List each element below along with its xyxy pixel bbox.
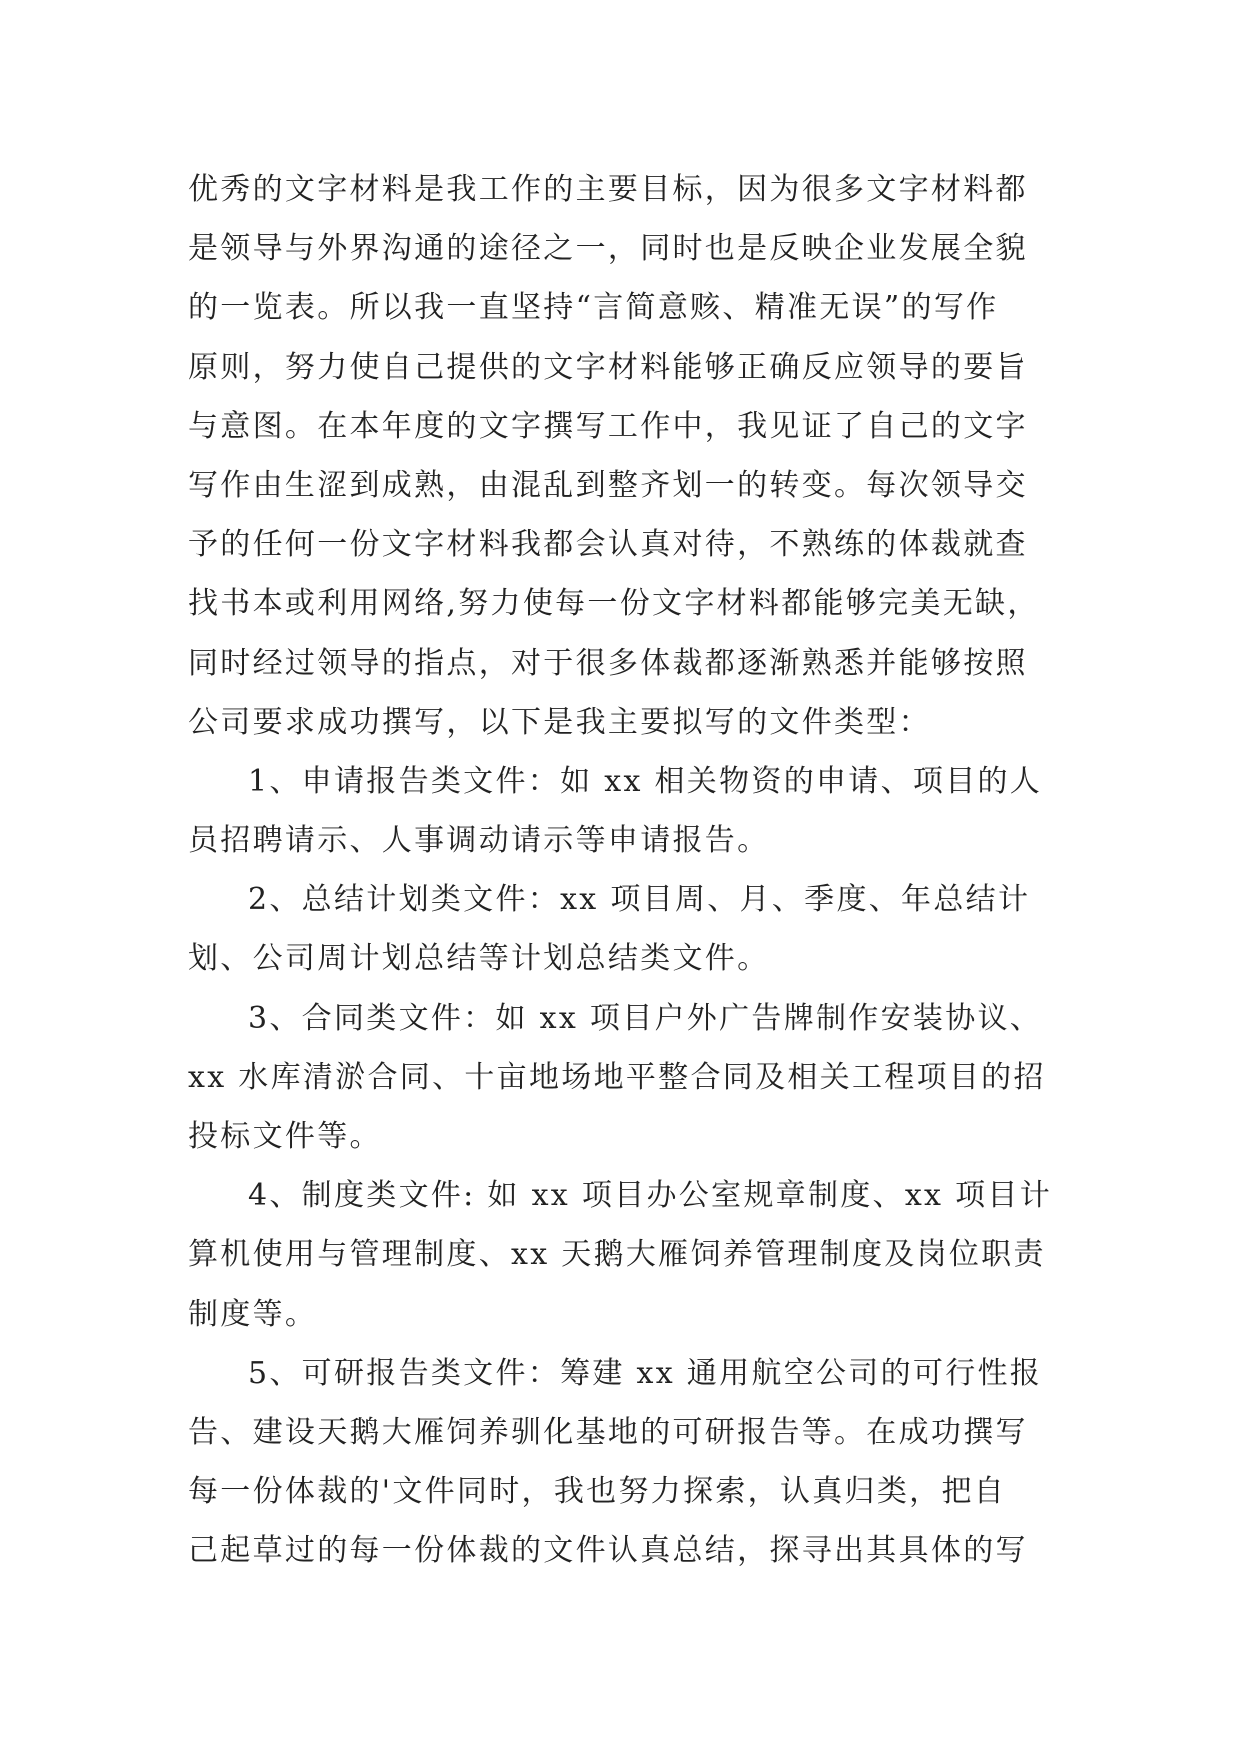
text-line: 5、可研报告类文件：筹建 xx 通用航空公司的可行性报 bbox=[248, 1355, 1043, 1391]
text-line: 予的任何一份文字材料我都会认真对待，不熟练的体裁就查 bbox=[188, 527, 1028, 563]
text-line: 告、建设天鹅大雁饲养驯化基地的可研报告等。在成功撰写 bbox=[188, 1414, 1028, 1450]
text-line: 1、申请报告类文件：如 xx 相关物资的申请、项目的人 bbox=[248, 763, 1043, 799]
text-line: 同时经过领导的指点，对于很多体裁都逐渐熟悉并能够按照 bbox=[188, 645, 1028, 681]
text-line: 优秀的文字材料是我工作的主要目标，因为很多文字材料都 bbox=[188, 172, 1028, 207]
text-line: 4、制度类文件: 如 xx 项目办公室规章制度、xx 项目计 bbox=[248, 1178, 1053, 1214]
text-line: 制度等。 bbox=[188, 1296, 318, 1332]
text-line: 公司要求成功撰写，以下是我主要拟写的文件类型： bbox=[188, 704, 931, 740]
text-line: 写作由生涩到成熟，由混乱到整齐划一的转变。每次领导交 bbox=[188, 467, 1028, 503]
text-line: 与意图。在本年度的文字撰写工作中，我见证了自己的文字 bbox=[188, 408, 1028, 444]
text-line: 己起草过的每一份体裁的文件认真总结，探寻出其具体的写 bbox=[188, 1533, 1028, 1569]
text-line: 是领导与外界沟通的途径之一，同时也是反映企业发展全貌 bbox=[188, 231, 1028, 267]
text-line: 每一份体裁的'文件同时，我也努力探索，认真归类，把自 bbox=[188, 1474, 1007, 1510]
text-line: 算机使用与管理制度、xx 天鹅大雁饲养管理制度及岗位职责 bbox=[188, 1237, 1046, 1273]
text-line: 2、总结计划类文件：xx 项目周、月、季度、年总结计 bbox=[248, 882, 1031, 918]
text-line: 划、公司周计划总结等计划总结类文件。 bbox=[188, 941, 770, 977]
text-line: 找书本或利用网络,努力使每一份文字材料都能够完美无缺， bbox=[188, 586, 1040, 622]
text-line: 投标文件等。 bbox=[188, 1119, 382, 1154]
text-line: xx 水库清淤合同、十亩地场地平整合同及相关工程项目的招 bbox=[188, 1059, 1046, 1095]
text-line: 的一览表。所以我一直坚持“言简意赅、精准无误”的写作 bbox=[188, 290, 999, 326]
document-body bbox=[188, 160, 1053, 1581]
text-line: 员招聘请示、人事调动请示等申请报告。 bbox=[188, 823, 770, 859]
text-line: 3、合同类文件：如 xx 项目户外广告牌制作安装协议、 bbox=[248, 1000, 1043, 1036]
text-line: 原则，努力使自己提供的文字材料能够正确反应领导的要旨 bbox=[188, 349, 1028, 385]
